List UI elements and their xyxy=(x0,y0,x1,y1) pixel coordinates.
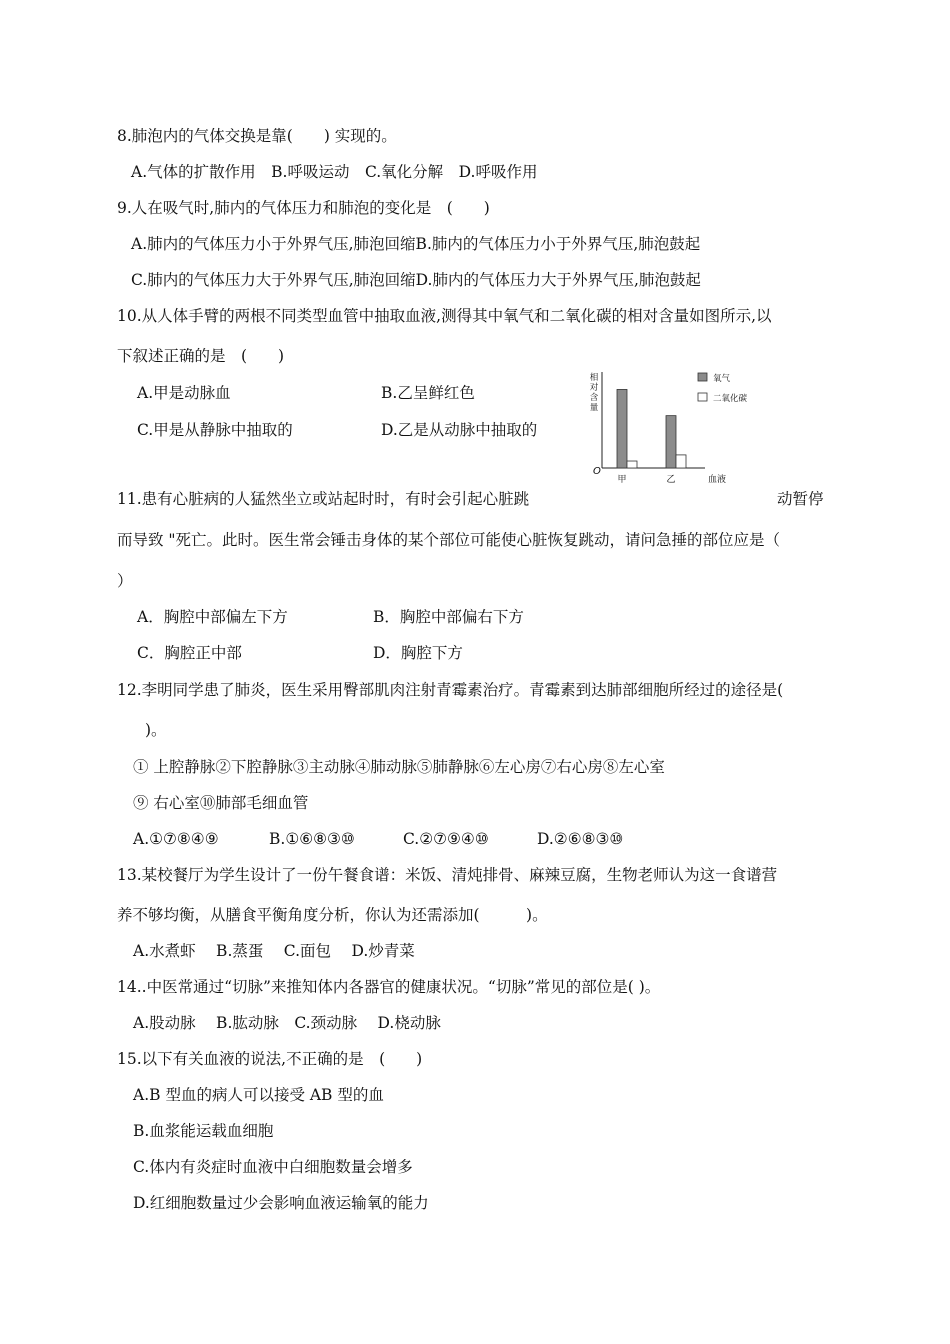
q8-stem: 8.肺泡内的气体交换是靠( ) 实现的。 xyxy=(117,127,397,145)
bar-乙-二氧化碳 xyxy=(676,455,686,468)
q11-stem-line1-right: 动暂停 xyxy=(777,490,824,508)
q10-option-b: B.乙呈鲜红色 xyxy=(381,384,475,402)
q11-option-d: D．胸腔下方 xyxy=(373,644,463,662)
q12-items-line2: ⑨ 右心室⑩肺部毛细血管 xyxy=(133,794,309,812)
q15-stem: 15.以下有关血液的说法,不正确的是 ( ) xyxy=(117,1050,423,1068)
q10-bar-chart xyxy=(585,366,785,486)
q11-option-c: C．胸腔正中部 xyxy=(137,644,242,662)
q11-stem-line2: 而导致 "死亡。此时。医生常会锤击身体的某个部位可能使心脏恢复跳动，请问急捶的部位应是（ xyxy=(117,531,781,549)
bar-乙-氧气 xyxy=(666,416,676,468)
legend-swatch-二氧化碳 xyxy=(698,393,707,401)
q9-options-ab: A.肺内的气体压力小于外界气压,肺泡回缩B.肺内的气体压力小于外界气压,肺泡鼓起 xyxy=(131,235,701,253)
q14-options: A.股动脉 B.肱动脉 C.颈动脉 D.桡动脉 xyxy=(133,1014,441,1032)
y-axis-label-2: 对 xyxy=(589,383,599,393)
q10-stem-line1: 10.从人体手臂的两根不同类型血管中抽取血液,测得其中氧气和二氧化碳的相对含量如图所示,以 xyxy=(117,307,772,325)
q11-option-a: A．胸腔中部偏左下方 xyxy=(137,608,288,626)
q12-items-line1: ① 上腔静脉②下腔静脉③主动脉④肺动脉⑤肺静脉⑥左心房⑦右心房⑧左心室 xyxy=(133,758,665,776)
q10-option-d: D.乙是从动脉中抽取的 xyxy=(381,421,538,439)
q10-option-a: A.甲是动脉血 xyxy=(137,384,231,402)
q15-option-d: D.红细胞数量过少会影响血液运输氧的能力 xyxy=(133,1194,429,1212)
y-axis-label-3: 含 xyxy=(589,393,599,403)
q15-option-b: B.血浆能运载血细胞 xyxy=(133,1122,274,1140)
q11-stem-line1-left: 11.患有心脏病的人猛然坐立或站起时时，有时会引起心脏跳 xyxy=(117,490,530,508)
q12-stem-line2: )。 xyxy=(145,721,167,739)
q12-option-a: A.①⑦⑧④⑨ xyxy=(133,830,219,848)
q15-option-a: A.B 型血的病人可以接受 AB 型的血 xyxy=(133,1086,384,1104)
q13-stem-line1: 13.某校餐厅为学生设计了一份午餐食谱：米饭、清炖排骨、麻辣豆腐，生物老师认为这一食谱营 xyxy=(117,866,778,884)
q9-options-cd: C.肺内的气体压力大于外界气压,肺泡回缩D.肺内的气体压力大于外界气压,肺泡鼓起 xyxy=(131,271,701,289)
q13-options: A.水煮虾 B.蒸蛋 C.面包 D.炒青菜 xyxy=(133,942,415,960)
q9-stem: 9.人在吸气时,肺内的气体压力和肺泡的变化是 ( ) xyxy=(117,199,490,217)
q14-stem: 14..中医常通过“切脉”来推知体内各器官的健康状况。“切脉”常见的部位是( )。 xyxy=(117,978,661,996)
legend-swatch-氧气 xyxy=(698,373,707,381)
q11-stem-line3: ） xyxy=(117,572,133,590)
q10-stem-line2: 下叙述正确的是 ( ) xyxy=(117,347,285,365)
q12-stem-line1: 12.李明同学患了肺炎，医生采用臀部肌肉注射青霉素治疗。青霉素到达肺部细胞所经过的途径是( xyxy=(117,681,784,699)
q11-option-b: B．胸腔中部偏右下方 xyxy=(373,608,524,626)
y-axis-label-1: 相 xyxy=(589,373,599,383)
q15-option-c: C.体内有炎症时血液中白细胞数量会增多 xyxy=(133,1158,413,1176)
q12-option-b: B.①⑥⑧③⑩ xyxy=(269,830,355,848)
q10-option-c: C.甲是从静脉中抽取的 xyxy=(137,421,293,439)
q12-option-d: D.②⑥⑧③⑩ xyxy=(537,830,624,848)
x-tick-label: 甲 xyxy=(617,475,627,485)
legend-label-氧气: 氧气 xyxy=(713,374,731,384)
x-axis-label: 血液 xyxy=(708,475,727,485)
legend-label-二氧化碳: 二氧化碳 xyxy=(713,394,748,404)
q12-option-c: C.②⑦⑨④⑩ xyxy=(403,830,489,848)
q13-stem-line2: 养不够均衡，从膳食平衡角度分析，你认为还需添加( )。 xyxy=(117,906,548,924)
y-axis-label-4: 量 xyxy=(589,403,599,413)
bar-甲-氧气 xyxy=(617,389,627,468)
bar-甲-二氧化碳 xyxy=(627,461,637,468)
x-tick-label: 乙 xyxy=(666,475,676,485)
origin-label: O xyxy=(593,466,601,477)
q8-options: A.气体的扩散作用 B.呼吸运动 C.氧化分解 D.呼吸作用 xyxy=(131,163,538,181)
